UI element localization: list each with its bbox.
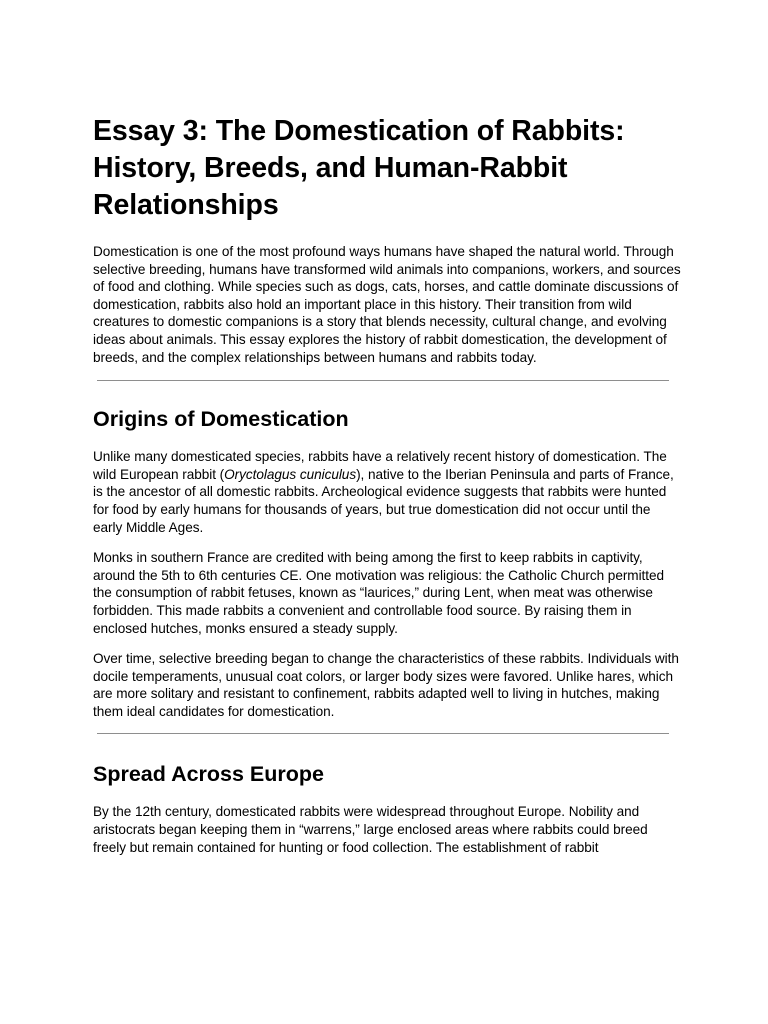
section-heading: Spread Across Europe xyxy=(93,762,324,787)
section-divider xyxy=(97,380,669,381)
intro-paragraph: Domestication is one of the most profound ways humans have shaped the natural world. Through selective breeding, humans have transformed wild animals into companions, workers, and sources of food and clothing. While species such as dogs, cats, horses, and cattle dominate discussions of domestication, rabbits also hold an important place in this history. Their transition from wild creatures to domestic companions is a story that blends necessity, cultural change, and evolving ideas about animals. This essay explores the history of rabbit domestication, the development of breeds, and the complex relationships between humans and rabbits today. xyxy=(93,244,681,365)
paragraph xyxy=(93,448,683,536)
paragraph-text: ), native to the Iberian Peninsula and parts of France, is the ancestor of all domestic rabbits. Archeological evidence suggests that rabbits were hunted for food by early humans for thousands of years, but true domestication did not occur until the early Middle Ages. xyxy=(93,466,674,535)
document-title: Essay 3: The Domestication of Rabbits: History, Breeds, and Human-Rabbit Relationships xyxy=(93,115,625,221)
section-divider xyxy=(97,733,669,734)
species-name: Oryctolagus cuniculus xyxy=(224,466,357,482)
section-spread xyxy=(93,760,683,856)
document-page xyxy=(93,113,683,856)
section-origins xyxy=(93,405,683,720)
paragraph: Monks in southern France are credited with being among the first to keep rabbits in captivity, around the 5th to 6th centuries CE. One motivation was religious: the Catholic Church permitted the consumption of rabbit fetuses, known as “laurices,” during Lent, when meat was otherwise forbidden. This made rabbits a convenient and controllable food source. By raising them in enclosed hutches, monks ensured a steady supply. xyxy=(93,550,665,636)
paragraph-text: Unlike many domesticated species, rabbits have a relatively recent history of domestication. The wild European rabbit ( xyxy=(93,449,667,482)
section-heading: Origins of Domestication xyxy=(93,407,349,432)
paragraph: Over time, selective breeding began to change the characteristics of these rabbits. Individuals with docile temperaments, unusual coat colors, or larger body sizes were favored. Unlike hares, which are more solitary and resistant to confinement, rabbits adapted well to living in hutches, making them ideal candidates for domestication. xyxy=(93,651,679,719)
paragraph: By the 12th century, domesticated rabbits were widespread throughout Europe. Nobility and aristocrats began keeping them in “warrens,” large enclosed areas where rabbits could breed freely but remain contained for hunting or food collection. The establishment of rabbit xyxy=(93,804,648,855)
